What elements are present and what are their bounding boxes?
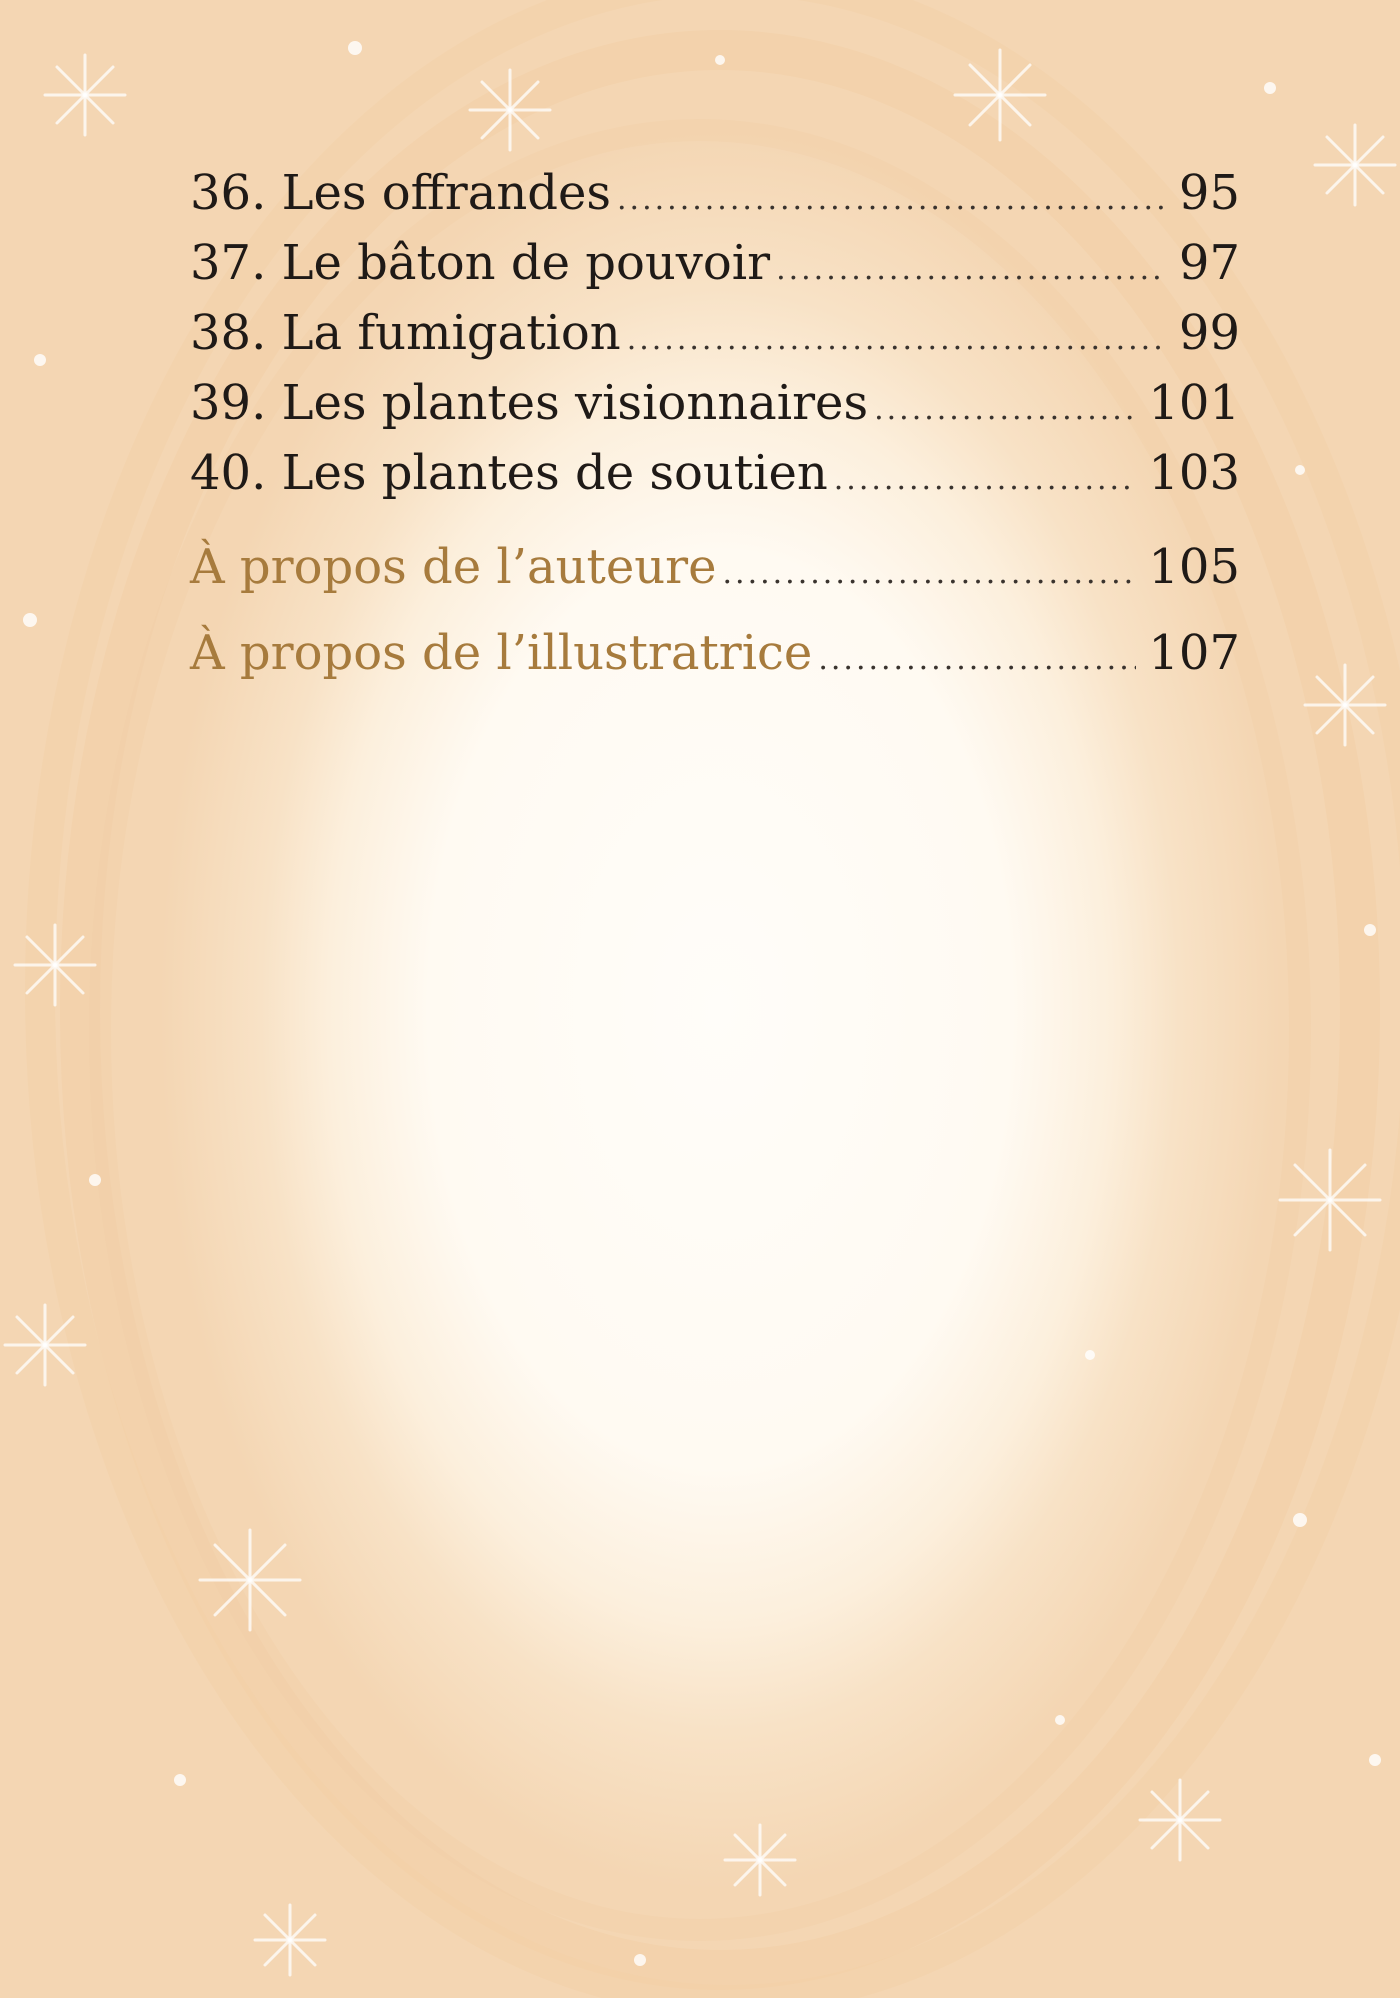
dot-leader (627, 305, 1167, 375)
toc-entry-title: 36. Les offrandes (190, 165, 612, 221)
toc-entry-title: À propos de l’auteure (190, 539, 717, 595)
dot-leader (874, 375, 1136, 445)
toc-entry-38[interactable] (190, 298, 1240, 368)
toc-page-number: 97 (1178, 235, 1240, 291)
dot-leader (776, 235, 1167, 305)
toc-entry-title: 39. Les plantes visionnaires (190, 375, 869, 431)
toc-entry-title: 40. Les plantes de soutien (190, 445, 828, 501)
toc-entry-about-illustrator[interactable] (190, 610, 1240, 696)
table-of-contents (190, 158, 1240, 696)
toc-entry-40[interactable] (190, 438, 1240, 508)
toc-page-number: 105 (1148, 539, 1240, 595)
toc-entry-37[interactable] (190, 228, 1240, 298)
toc-entry-about-author[interactable] (190, 524, 1240, 610)
toc-page-number: 103 (1148, 445, 1240, 501)
dot-leader (617, 165, 1167, 235)
toc-page-number: 99 (1178, 305, 1240, 361)
toc-entry-39[interactable] (190, 368, 1240, 438)
toc-page-number: 95 (1178, 165, 1240, 221)
dot-leader (818, 617, 1136, 703)
toc-page-number: 107 (1148, 625, 1240, 681)
toc-entry-title: 37. Le bâton de pouvoir (190, 235, 771, 291)
dot-leader (723, 531, 1137, 617)
toc-entry-36[interactable] (190, 158, 1240, 228)
toc-entry-title: À propos de l’illustratrice (190, 625, 813, 681)
toc-page-number: 101 (1148, 375, 1240, 431)
dot-leader (834, 445, 1137, 515)
toc-entry-title: 38. La fumigation (190, 305, 621, 361)
